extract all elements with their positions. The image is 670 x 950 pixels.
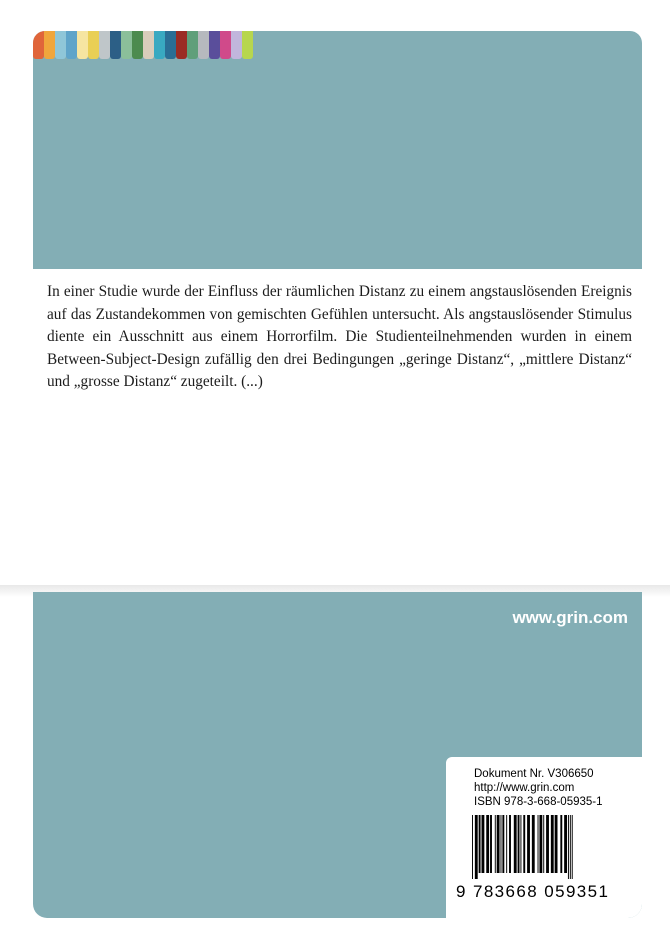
barcode-bar <box>482 815 485 873</box>
barcode-bar <box>568 815 569 879</box>
color-stripe <box>198 31 209 59</box>
barcode-box <box>446 757 642 918</box>
barcode-bar <box>560 815 562 873</box>
document-number: Dokument Nr. V306650 <box>474 768 594 780</box>
barcode-bar <box>472 815 473 879</box>
barcode-digits: 9 783668 059351 <box>456 882 610 901</box>
color-stripes-decoration <box>33 31 253 59</box>
barcode-bar <box>527 815 530 873</box>
color-stripe <box>187 31 198 59</box>
color-stripe <box>121 31 132 59</box>
color-stripe <box>44 31 55 59</box>
barcode-bar <box>538 815 539 873</box>
color-stripe <box>242 31 253 59</box>
blurb-section <box>33 269 642 585</box>
barcode-bar <box>475 815 478 879</box>
barcode-bar <box>497 815 500 873</box>
barcode-bar <box>546 815 549 873</box>
color-stripe <box>66 31 77 59</box>
color-stripe <box>110 31 121 59</box>
color-stripe <box>88 31 99 59</box>
barcode-bar <box>501 815 502 873</box>
barcode-bar <box>532 815 535 873</box>
color-stripe <box>176 31 187 59</box>
barcode-bar <box>486 815 489 873</box>
barcode-bar <box>570 815 571 879</box>
barcode-bar <box>518 815 520 873</box>
color-stripe <box>55 31 66 59</box>
barcode-bar <box>502 815 504 873</box>
barcode-image <box>472 815 622 879</box>
barcode-bar <box>523 815 525 873</box>
cover-bottom-panel <box>33 592 642 918</box>
barcode-bar <box>514 815 517 873</box>
barcode-info <box>474 767 603 809</box>
color-stripe <box>132 31 143 59</box>
color-stripe <box>231 31 242 59</box>
color-stripe <box>220 31 231 59</box>
color-stripe <box>209 31 220 59</box>
isbn: ISBN 978-3-668-05935-1 <box>474 796 603 808</box>
color-stripe <box>77 31 88 59</box>
publisher-website[interactable]: www.grin.com <box>512 608 628 627</box>
barcode-bar <box>520 815 521 873</box>
barcode-bar <box>564 815 567 873</box>
barcode-bar <box>555 815 558 873</box>
color-stripe <box>33 31 44 59</box>
barcode-bar <box>509 815 511 873</box>
barcode-bar <box>495 815 496 873</box>
barcode-bar <box>543 815 544 873</box>
publisher-url: http://www.grin.com <box>474 782 575 794</box>
blurb-text: In einer Studie wurde der Einfluss der räumlichen Distanz zu einem angstauslösenden Ereignis auf das Zustandekommen von gemischten Gefühlen untersucht. Als angstauslösender Stimulus diente ein Ausschnitt aus einem Horrorfilm. Die Studienteilnehmenden wurden in einem Between-Subject-Design zufällig den drei Bedingungen „geringe Distanz“, „mittlere Distanz“ und „grosse Distanz“ zugeteilt. (...) <box>47 283 632 390</box>
barcode-bar <box>490 815 492 873</box>
color-stripe <box>143 31 154 59</box>
color-stripe <box>165 31 176 59</box>
color-stripe <box>154 31 165 59</box>
barcode-bar <box>551 815 554 873</box>
color-stripe <box>99 31 110 59</box>
cover-top-panel <box>33 31 642 269</box>
barcode-bar <box>572 815 573 879</box>
barcode-bar <box>539 815 542 873</box>
barcode-bar <box>506 815 507 873</box>
barcode-bar <box>479 815 481 873</box>
